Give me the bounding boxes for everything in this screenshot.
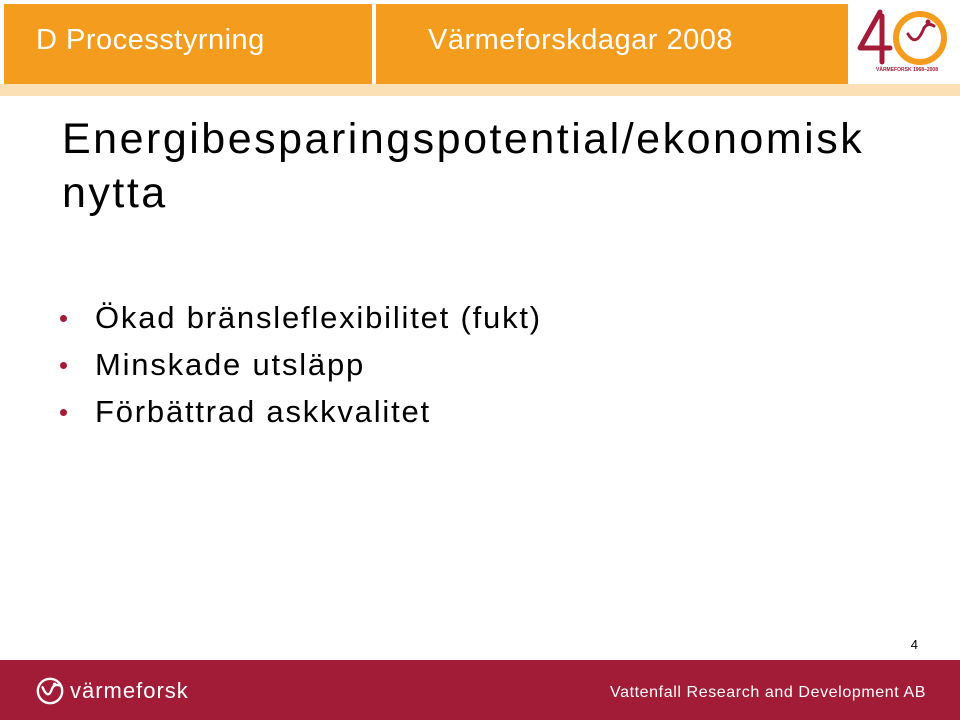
bullet-icon [60,315,67,322]
footer-company: Vattenfall Research and Development AB [609,684,926,701]
conference-label: Värmeforskdagar 2008 [428,24,733,56]
bullet-text: Ökad bränsleflexibilitet (fukt) [95,300,542,335]
section-label: D Processtyrning [36,24,265,56]
varmeforsk-logo-icon [34,676,66,706]
footer-bar [0,660,960,720]
slide-title: Energibesparingspotential/ekonomisk nytta [62,115,865,217]
footer-brand: värmeforsk [70,678,189,703]
anniversary-caption: VÄRMEFORSK 1968–2008 [876,67,938,73]
bullet-text: Minskade utsläpp [95,347,366,382]
bullet-icon [60,409,67,416]
page-number: 4 [910,637,918,652]
bullet-icon [60,362,67,369]
header-divider [0,84,960,96]
header-bar [0,0,960,96]
forty-icon [850,4,956,74]
bullet-text: Förbättrad askkvalitet [95,394,431,429]
